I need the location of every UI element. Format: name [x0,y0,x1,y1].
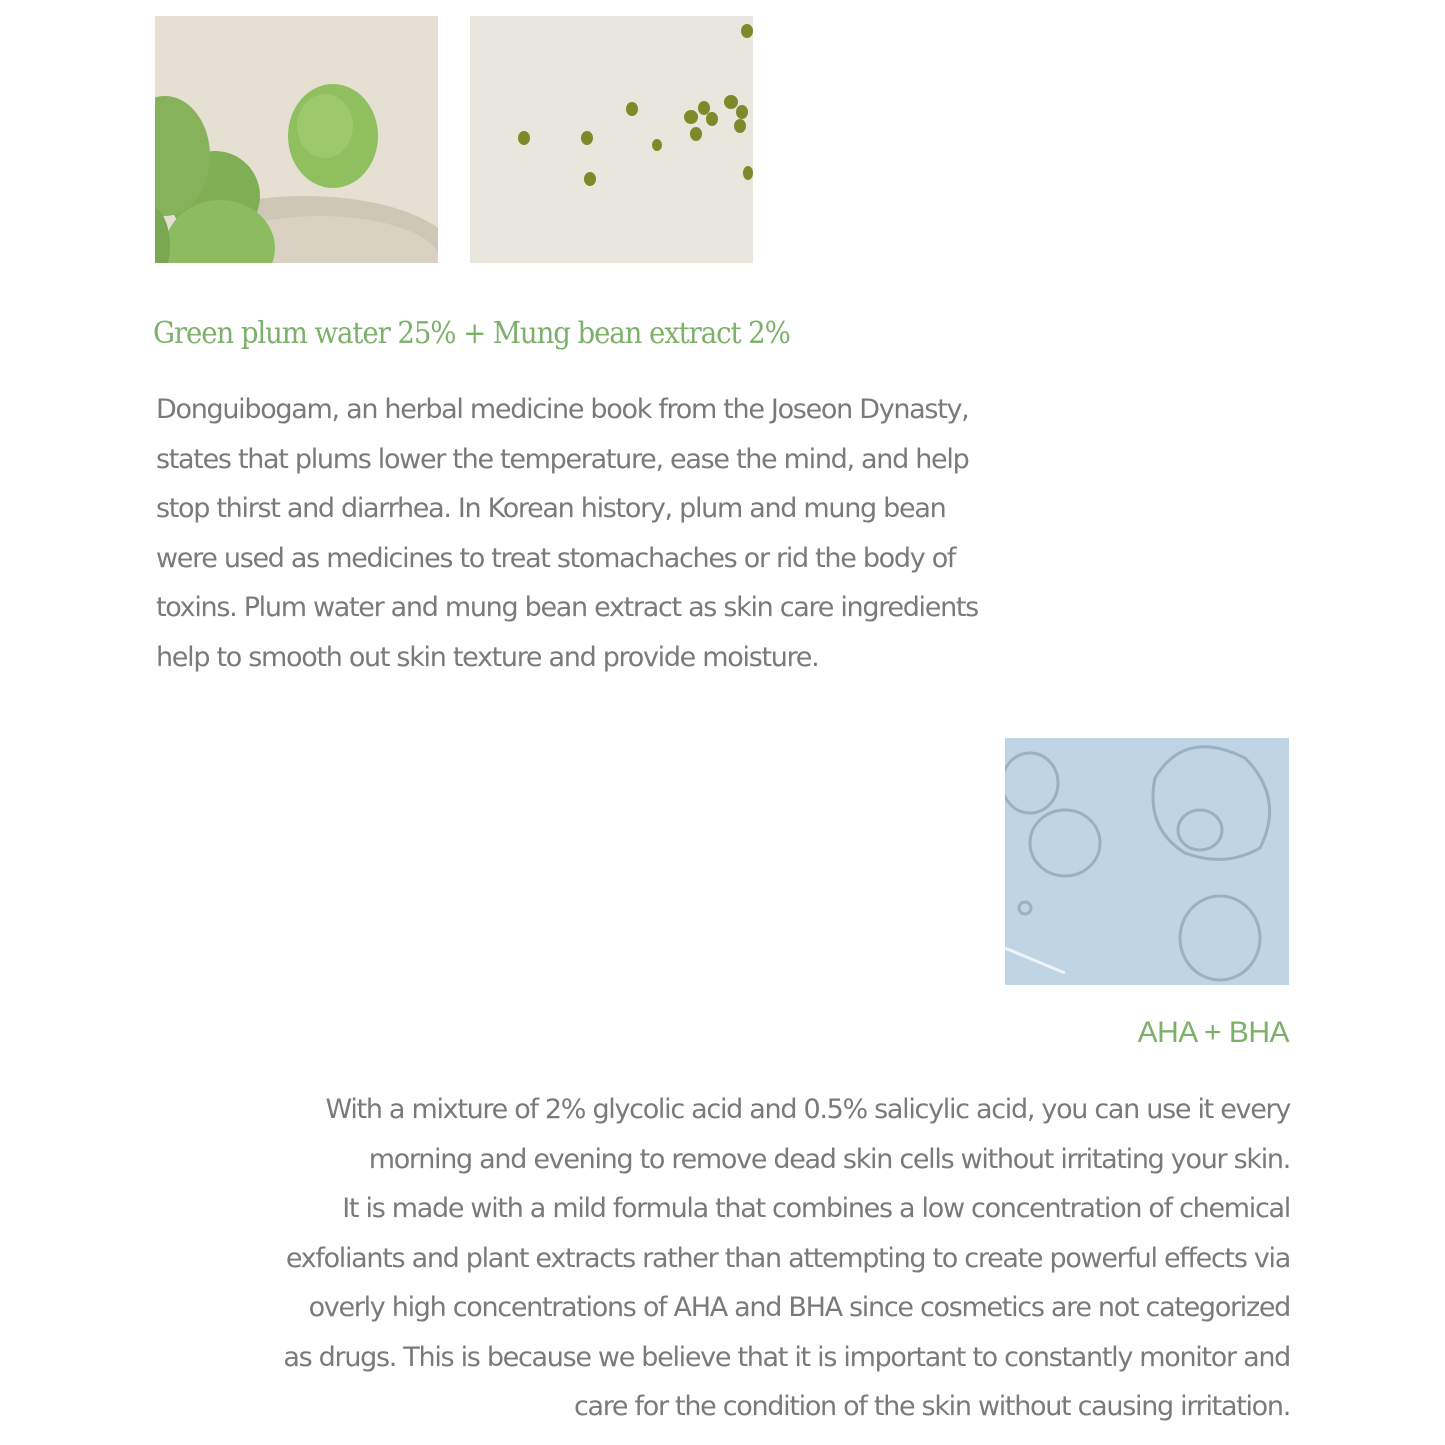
description-line: It is made with a mild formula that combines a low concentration of chemical [342,1193,1290,1224]
aha-bha-description [283,1085,1290,1432]
description-line: morning and evening to remove dead skin cells without irritating your skin. [368,1143,1290,1175]
description-line: Donguibogam, an herbal medicine book from the Joseon Dynasty, [156,394,969,425]
ingredient-heading-aha-bha: AHA + BHA [1137,1016,1289,1049]
description-line: states that plums lower the temperature, ease the mind, and help [156,443,969,475]
ingredient-heading-plum-mung: Green plum water 25% + Mung bean extract 2% [153,316,790,351]
mung-beans-image [470,16,753,263]
description-line: stop thirst and diarrhea. In Korean history, plum and mung bean [156,493,946,524]
description-line: care for the condition of the skin without causing irritation. [573,1391,1290,1422]
description-line: With a mixture of 2% glycolic acid and 0.5% salicylic acid, you can use it every [325,1094,1290,1125]
description-line: were used as medicines to treat stomachaches or rid the body of [156,542,956,574]
description-line: overly high concentrations of AHA and BHA since cosmetics are not categorized [308,1292,1290,1323]
description-line: as drugs. This is because we believe that it is important to constantly monitor and [283,1341,1290,1373]
green-plums-image [155,16,438,263]
description-line: help to smooth out skin texture and provide moisture. [156,641,819,673]
plum-mung-description [156,385,978,682]
description-line: toxins. Plum water and mung bean extract as skin care ingredients [156,592,978,623]
aha-bha-gel-image [1005,738,1289,985]
description-line: exfoliants and plant extracts rather than attempting to create powerful effects via [285,1242,1290,1274]
